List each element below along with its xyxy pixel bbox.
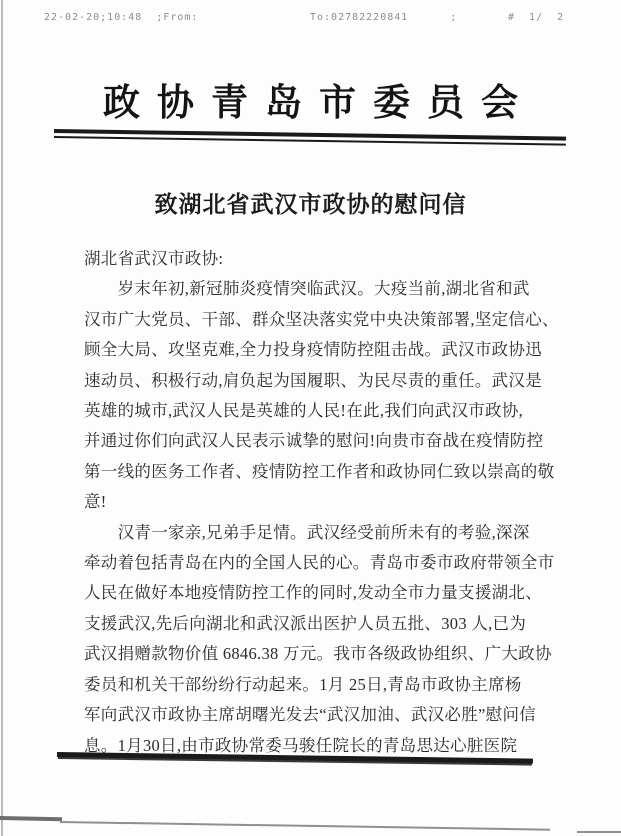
body-line: 武汉捐赠款物价值 6846.38 万元。我市各级政协组织、广大政协 <box>84 644 552 664</box>
scan-edge-bottom-segment <box>0 816 62 821</box>
body-line: 第一线的医务工作者、疫情防控工作者和政协同仁致以崇高的敬 <box>84 461 555 481</box>
letter-body <box>84 244 559 761</box>
body-line: 意! <box>84 492 107 512</box>
body-line: 委员和机关干部纷纷行动起来。1月 25日,青岛市政协主席杨 <box>84 674 522 694</box>
body-line: 英雄的城市,武汉人民是英雄的人民!在此,我们向武汉市政协, <box>84 401 524 421</box>
salutation-line: 湖北省武汉市政协: <box>84 249 224 268</box>
body-line: 汉青一家亲,兄弟手足情。武汉经受前所未有的考验,深深 <box>84 522 530 542</box>
fax-page-count: # 1/ 2 <box>508 12 565 23</box>
fax-transmission-header <box>0 12 621 28</box>
fax-timestamp-from: 22-02-20;10:48 ;From: <box>44 12 199 23</box>
body-line: 速动员、积极行动,肩负起为国履职、为民尽责的重任。武汉是 <box>84 370 543 390</box>
body-line: 顾全大局、攻坚克难,全力投身疫情防控阻击战。武汉市政协迅 <box>84 340 543 360</box>
letterhead-org-name: 政协青岛市委员会 <box>103 83 535 124</box>
letterhead-double-rule <box>54 129 566 146</box>
scan-edge-bottom-segment <box>577 831 621 833</box>
letter-title: 致湖北省武汉市政协的慰问信 <box>154 192 467 217</box>
body-line: 牵动着包括青岛在内的全国人民的心。青岛市委市政府带领全市 <box>84 553 555 573</box>
body-line: 军向武汉市政协主席胡曙光发去“武汉加油、武汉必胜”慰问信 <box>84 705 537 725</box>
scan-edge-bottom-segment <box>60 821 550 831</box>
body-line: 岁末年初,新冠肺炎疫情突临武汉。大疫当前,湖北省和武 <box>84 279 530 299</box>
body-line: 人民在做好本地疫情防控工作的同时,发动全市力量支援湖北、 <box>84 583 543 603</box>
body-line: 并通过你们向武汉人民表示诚挚的慰问!向贵市奋战在疫情防控 <box>84 431 544 451</box>
fax-to-number: To:02782220841 ; <box>310 12 458 23</box>
body-line: 息。1月30日,由市政协常委马骏任院长的青岛思达心脏医院 <box>84 735 518 755</box>
body-line: 汉市广大党员、干部、群众坚决落实党中央决策部署,坚定信心、 <box>84 309 559 329</box>
body-line: 支援武汉,先后向湖北和武汉派出医护人员五批、303 人,已为 <box>84 613 527 633</box>
